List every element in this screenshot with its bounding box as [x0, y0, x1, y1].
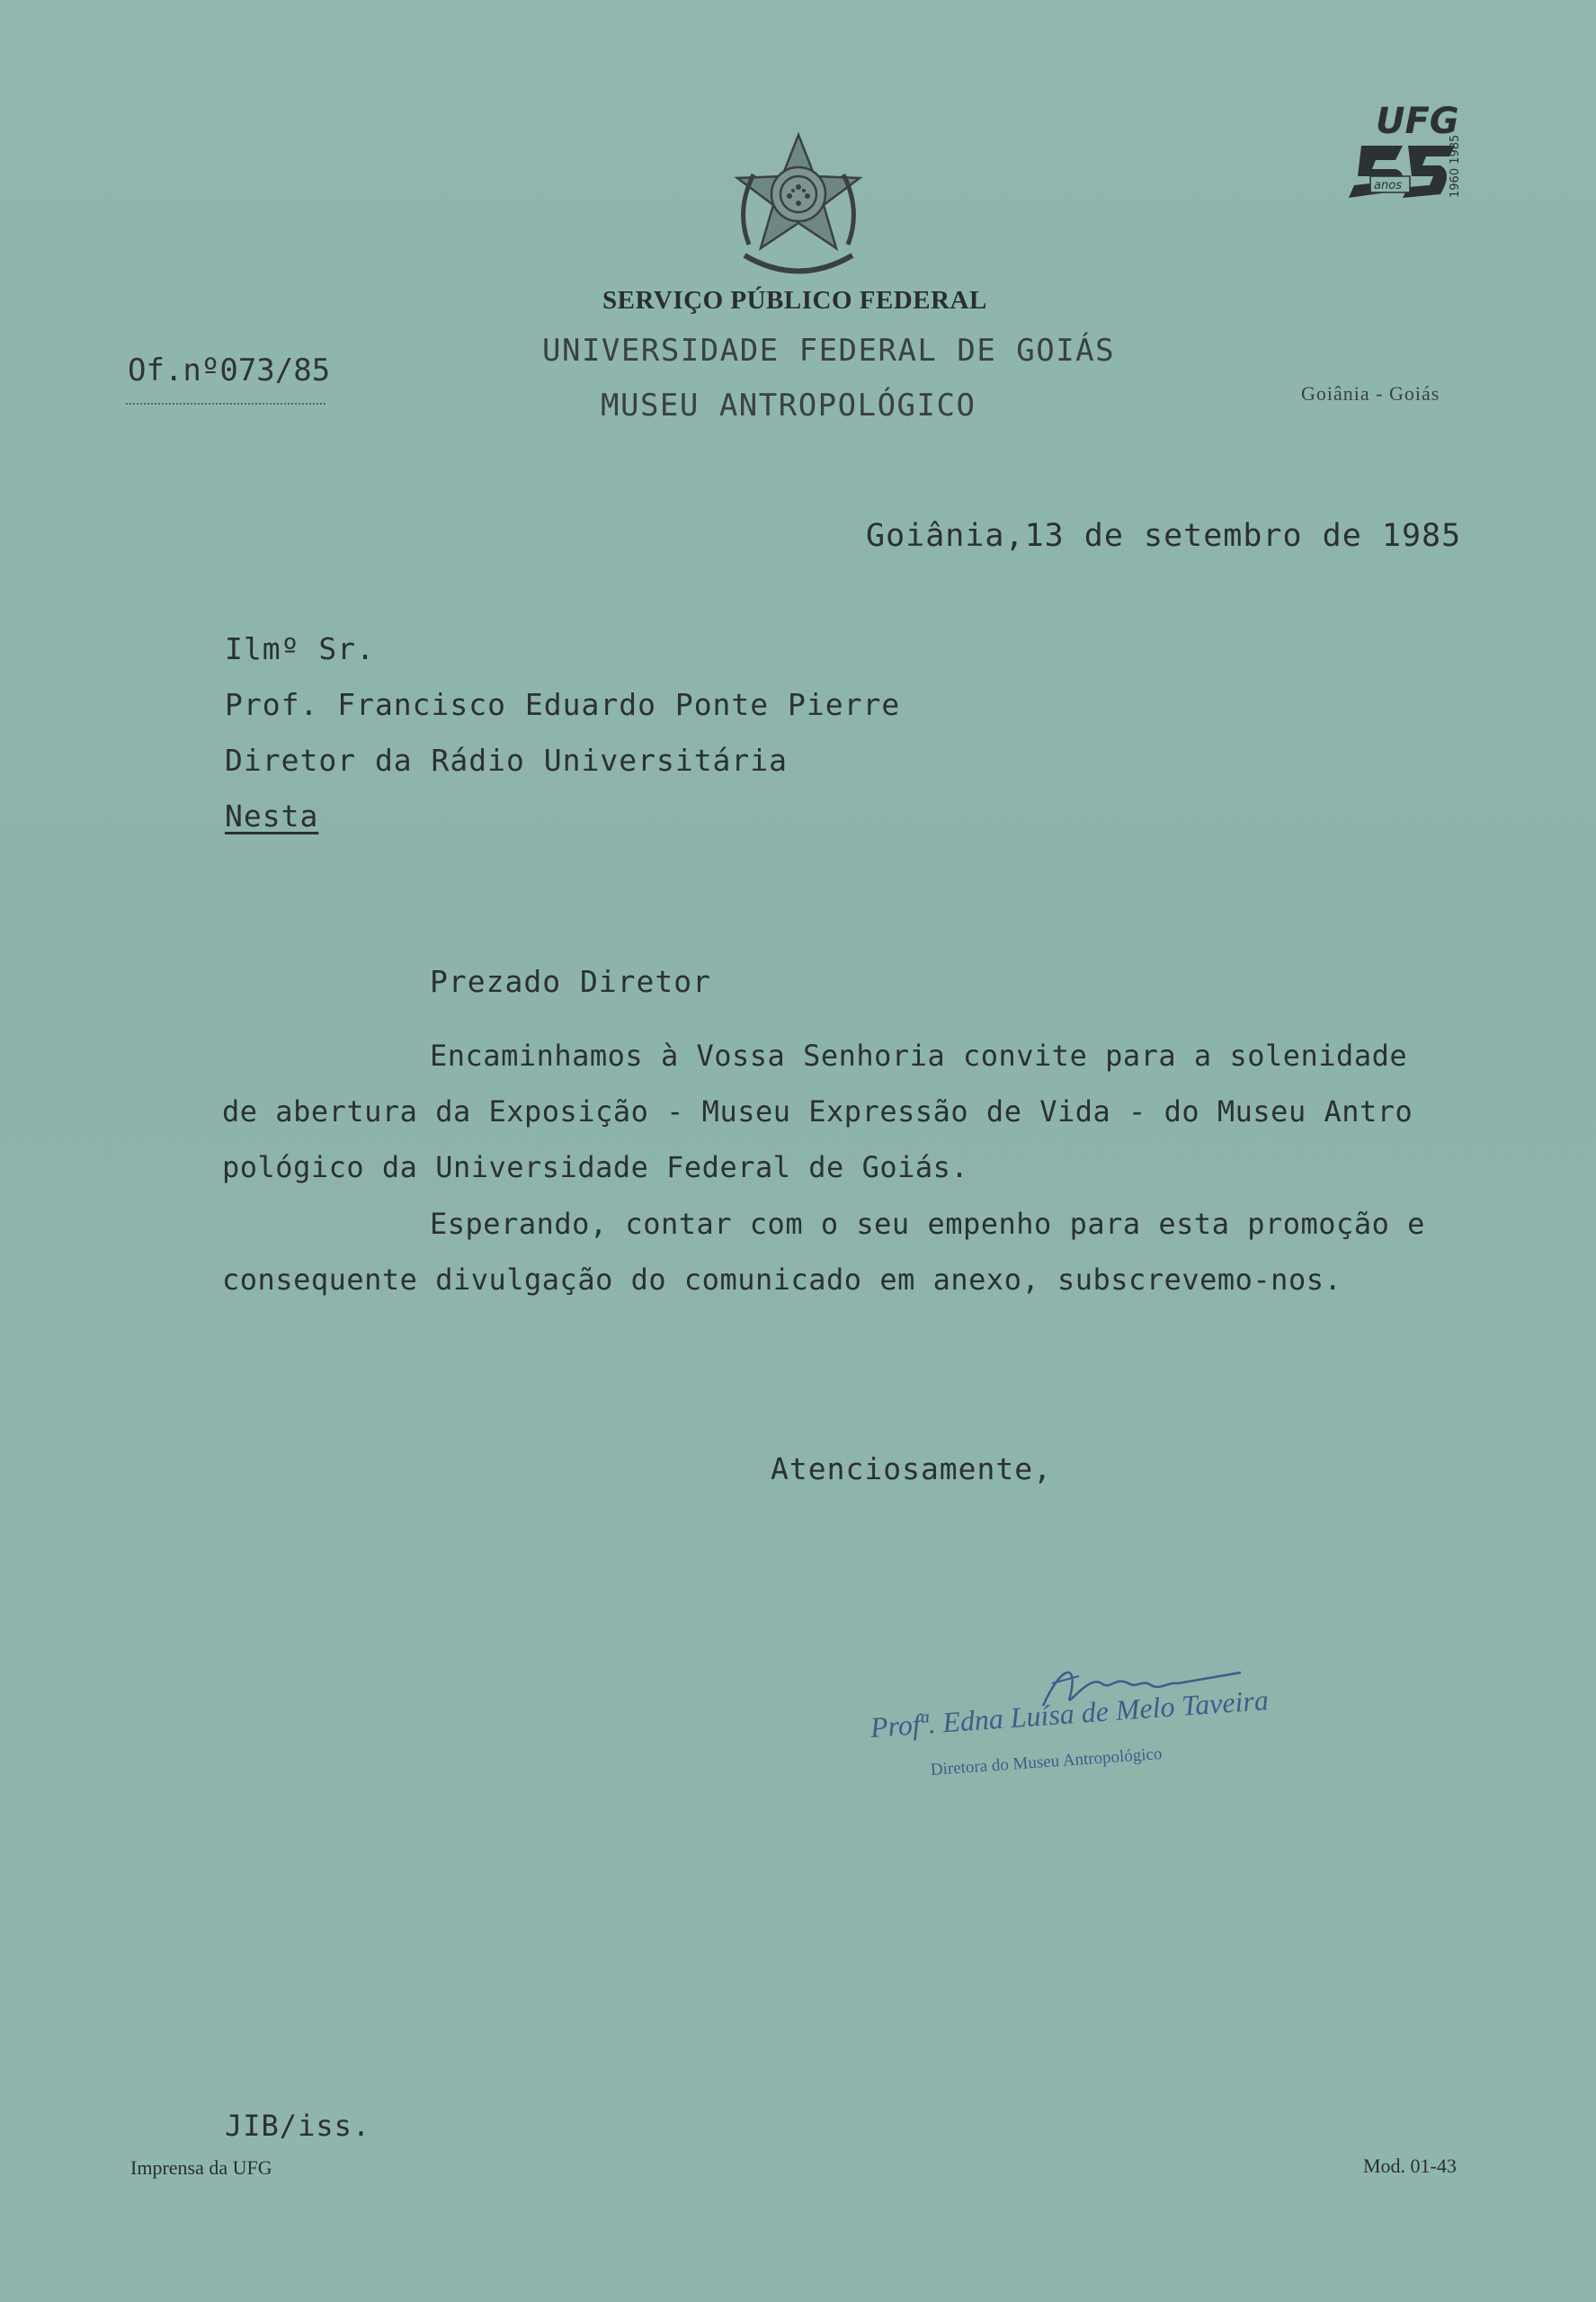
typist-initials: JIB/iss.	[225, 2109, 371, 2143]
body-paragraph-1-line-3: pológico da Universidade Federal de Goiás.	[222, 1150, 969, 1184]
body-paragraph-2-line-1: Esperando, contar com o seu empenho para esta promoção e	[430, 1207, 1425, 1241]
oficio-number: Of.nº073/85	[128, 352, 331, 388]
logo-ufg-text: UFG	[1376, 101, 1459, 142]
ufg-25-anos-logo-icon	[1340, 101, 1484, 209]
recipient-name: Prof. Francisco Eduardo Ponte Pierre	[225, 687, 901, 722]
closing: Atenciosamente,	[771, 1451, 1053, 1486]
printer-credit: Imprensa da UFG	[130, 2156, 272, 2179]
header-location: Goiânia - Goiás	[1301, 382, 1440, 405]
coat-of-arms-emblem-icon	[727, 129, 870, 282]
recipient-salutation: Ilmº Sr.	[225, 631, 375, 666]
university-heading: UNIVERSIDADE FEDERAL DE GOIÁS	[542, 333, 1116, 369]
recipient-title: Diretor da Rádio Universitária	[225, 743, 789, 778]
greeting: Prezado Diretor	[430, 964, 712, 999]
signature-stamp-title: Diretora do Museu Antropológico	[930, 1744, 1164, 1780]
logo-years-text: 1960 1985	[1449, 134, 1462, 198]
form-model-number: Mod. 01-43	[1363, 2155, 1457, 2177]
body-paragraph-2-line-2: consequente divulgação do comunicado em anexo, subscrevemo-nos.	[222, 1263, 1342, 1297]
signature-stamp-name: Profª. Edna Luísa de Melo Taveira	[869, 1683, 1270, 1744]
logo-anos-text: anos	[1374, 179, 1402, 192]
body-paragraph-1-line-1: Encaminhamos à Vossa Senhoria convite para a solenidade	[430, 1039, 1408, 1073]
oficio-dotted-line	[126, 403, 325, 405]
recipient-location: Nesta	[225, 799, 319, 834]
date-line: Goiânia,13 de setembro de 1985	[866, 518, 1462, 554]
service-heading: SERVIÇO PÚBLICO FEDERAL	[602, 286, 987, 315]
body-paragraph-1-line-2: de abertura da Exposição - Museu Expressão de Vida - do Museu Antro	[222, 1094, 1413, 1129]
museum-heading: MUSEU ANTROPOLÓGICO	[601, 388, 976, 424]
